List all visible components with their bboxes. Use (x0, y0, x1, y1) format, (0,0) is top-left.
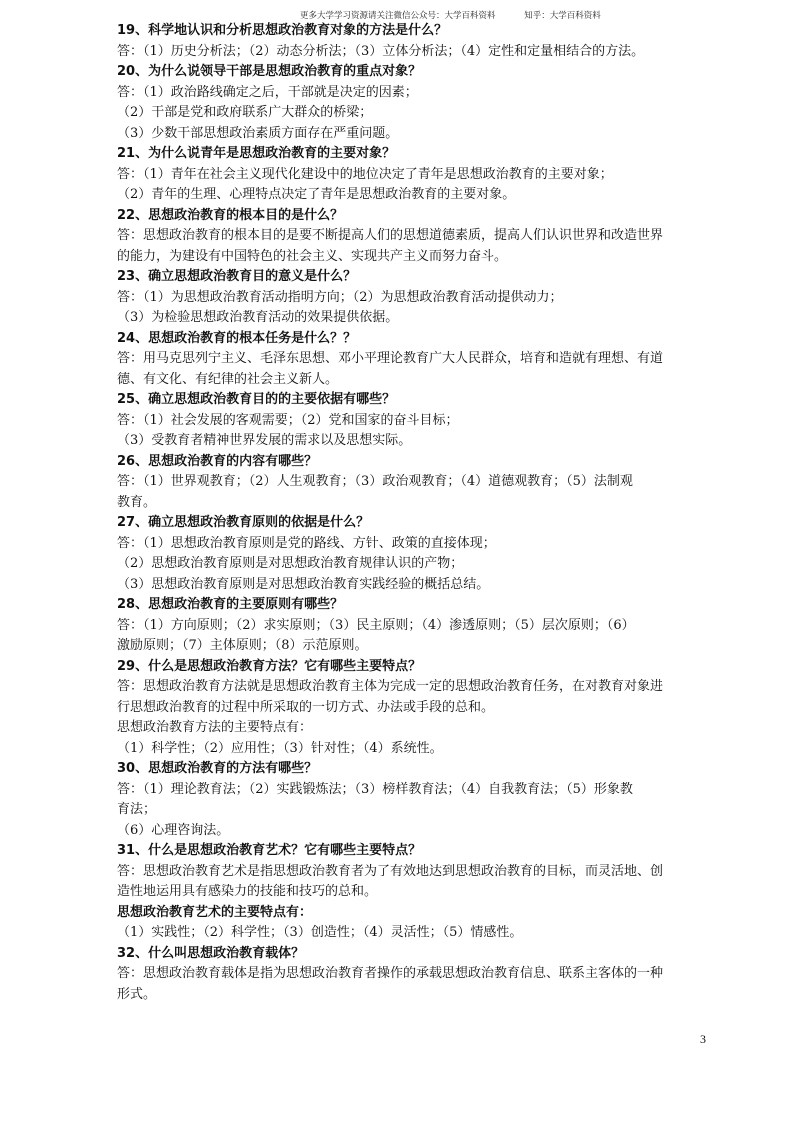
answer-line: （6）心理咨询法。 (117, 822, 230, 838)
answer-line: 答：（1）方向原则；（2）求实原则；（3）民主原则；（4）渗透原则；（5）层次原则；（6） (117, 617, 635, 633)
answer-line: （1）科学性；（2）应用性；（3）针对性；（4）系统性。 (117, 740, 443, 756)
answer-line: 答：用马克思列宁主义、毛泽东思想、邓小平理论教育广大人民群众，培育和造就有理想、有道 (117, 351, 664, 366)
qa-content (117, 21, 717, 1005)
answer-line: 答：（1）思想政治教育原则是党的路线、方针、政策的直接体现； (117, 535, 496, 551)
page-number: 3 (700, 1032, 706, 1046)
answer-line: 答：（1）青年在社会主义现代化建设中的地位决定了青年是思想政治教育的主要对象； (117, 166, 613, 182)
answer-line: 思想政治教育方法的主要特点有： (117, 720, 313, 735)
header-notice: 更多大学学习资源请关注微信公众号：大学百科资料 (300, 11, 496, 21)
answer-line: （2）青年的生理、心理特点决定了青年是思想政治教育的主要对象。 (117, 187, 516, 202)
answer-line: 育法； (117, 802, 157, 817)
answer-line: 答：（1）理论教育法；（2）实践锻炼法；（3）榜样教育法；（4）自我教育法；（5）形象教 (117, 781, 633, 797)
answer-line: 的能力，为建设有中国特色的社会主义、实现共产主义而努力奋斗。 (117, 248, 508, 264)
question-heading: 22、思想政治教育的根本目的是什么？ (117, 207, 344, 223)
answer-line: 答：思想政治教育艺术是指思想政治教育者为了有效地达到思想政治教育的目标，而灵活地、创 (117, 863, 664, 879)
answer-line: 答：（1）为思想政治教育活动指明方向；（2）为思想政治教育活动提供动力； (117, 289, 563, 305)
answer-line: 答：思想政治教育载体是指为思想政治教育者操作的承载思想政治教育信息、联系主客体的一种 (117, 966, 664, 981)
answer-line: （3）为检验思想政治教育活动的效果提供依据。 (117, 310, 399, 325)
question-heading: 19、科学地认识和分析思想政治教育对象的方法是什么？ (117, 23, 448, 38)
answer-line: 德、有文化、有纪律的社会主义新人。 (117, 371, 339, 387)
question-heading: 26、思想政治教育的内容有哪些？ (117, 453, 318, 469)
answer-line: （3）思想政治教育原则是对思想政治教育实践经验的概括总结。 (117, 576, 490, 592)
question-heading: 28、思想政治教育的主要原则有哪些？ (117, 597, 344, 612)
answer-line: 答：（1）世界观教育；（2）人生观教育；（3）政治观教育；（4）道德观教育；（5）法制观 (117, 474, 633, 489)
answer-line: （1）实践性；（2）科学性；（3）创造性；（4）灵活性；（5）情感性。 (117, 925, 523, 940)
question-heading: 25、确立思想政治教育目的的主要依据有哪些？ (117, 392, 396, 407)
question-heading: 23、确立思想政治教育目的意义是什么？ (117, 269, 357, 284)
answer-line: （2）思想政治教育原则是对思想政治教育规律认识的产物； (117, 556, 464, 571)
question-heading: 21、为什么说青年是思想政治教育的主要对象？ (117, 146, 396, 161)
header-zhihu: 知乎：大学百科资料 (524, 11, 601, 21)
answer-line: （2）干部是党和政府联系广大群众的桥梁； (117, 105, 373, 120)
question-heading: 27、确立思想政治教育原则的依据是什么？ (117, 515, 370, 530)
answer-line: （3）受教育者精神世界发展的需求以及思想实际。 (117, 433, 412, 448)
question-heading: 31、什么是思想政治教育艺术？它有哪些主要特点？ (117, 843, 422, 858)
answer-line: （3）少数干部思想政治素质方面存在严重问题。 (117, 125, 399, 141)
question-heading: 24、思想政治教育的根本任务是什么？？ (117, 330, 357, 346)
answer-line: 答：（1）社会发展的客观需要；（2）党和国家的奋斗目标； (117, 412, 459, 428)
answer-line: 答：思想政治教育的根本目的是要不断提高人们的思想道德素质，提高人们认识世界和改造世界 (117, 228, 664, 243)
question-heading: 32、什么叫思想政治教育载体？ (117, 945, 305, 961)
question-heading: 30、思想政治教育的方法有哪些？ (117, 761, 318, 776)
answer-line: 形式。 (117, 986, 157, 1002)
answer-line: 造性地运用具有感染力的技能和技巧的总和。 (117, 884, 378, 899)
answer-line: 答：思想政治教育方法就是思想政治教育主体为完成一定的思想政治教育任务，在对教育对象进 (117, 679, 664, 694)
answer-line: 答：（1）历史分析法；（2）动态分析法；（3）立体分析法；（4）定性和定量相结合的方法。 (117, 43, 645, 59)
answer-line: 答：（1）政治路线确定之后，干部就是决定的因素； (117, 84, 418, 100)
answer-line: 教育。 (117, 494, 157, 510)
question-heading: 29、什么是思想政治教育方法？它有哪些主要特点？ (117, 658, 422, 674)
answer-line: 行思想政治教育的过程中所采取的一切方式、办法或手段的总和。 (117, 699, 495, 715)
question-heading: 思想政治教育艺术的主要特点有： (117, 904, 313, 920)
question-heading: 20、为什么说领导干部是思想政治教育的重点对象？ (117, 64, 422, 79)
answer-line: 激励原则；（7）主体原则；（8）示范原则。 (117, 638, 368, 653)
